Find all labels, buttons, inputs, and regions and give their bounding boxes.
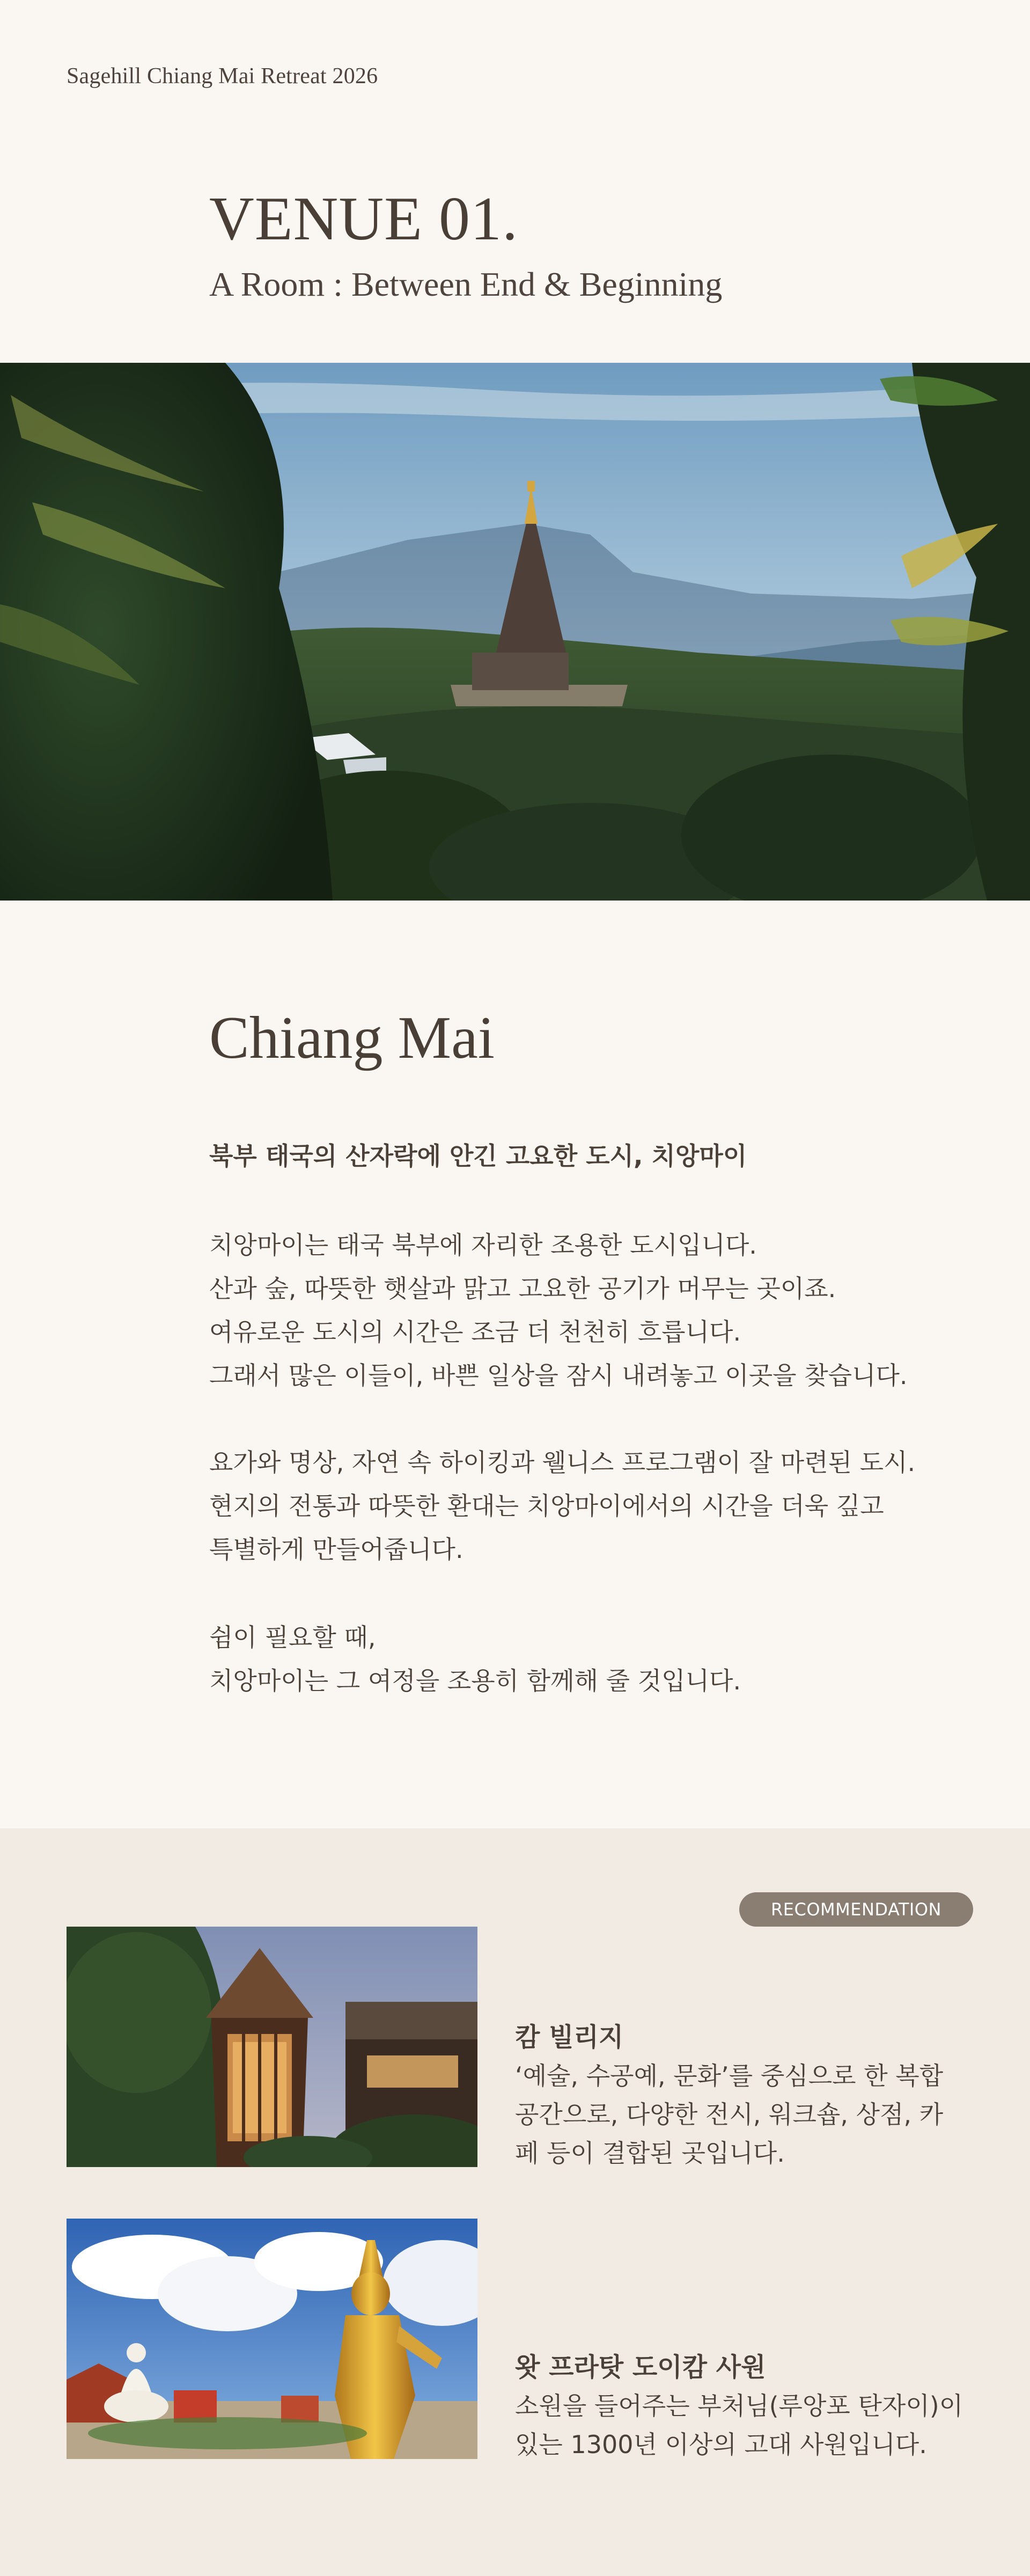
- venue-number: VENUE 01.: [209, 185, 519, 253]
- paragraph-line: 요가와 명상, 자연 속 하이킹과 웰니스 프로그램이 잘 마련된 도시.: [209, 1448, 916, 1477]
- venue-subtitle: A Room : Between End & Beginning: [209, 265, 723, 303]
- description-line: ‘예술, 수공예, 문화’를 중심으로 한 복합: [515, 2061, 944, 2090]
- recommendation-badge: RECOMMENDATION: [739, 1892, 973, 1927]
- recommendation-item-2: [515, 2348, 987, 2464]
- city-lead: 북부 태국의 산자락에 안긴 고요한 도시, 치앙마이: [209, 1141, 747, 1170]
- paragraph-line: 특별하게 만들어줍니다.: [209, 1535, 464, 1564]
- city-paragraph-2: [209, 1441, 971, 1571]
- description-line: 페 등이 결합된 곳입니다.: [515, 2139, 785, 2168]
- paragraph-line: 치앙마이는 태국 북부에 자리한 조용한 도시입니다.: [209, 1231, 757, 1260]
- paragraph-line: 여유로운 도시의 시간은 조금 더 천천히 흐릅니다.: [209, 1318, 741, 1346]
- paragraph-line: 그래서 많은 이들이, 바쁜 일상을 잠시 내려놓고 이곳을 찾습니다.: [209, 1361, 908, 1390]
- city-paragraph-1: [209, 1224, 971, 1397]
- brand-label: Sagehill Chiang Mai Retreat 2026: [67, 64, 378, 89]
- paragraph-line: 치앙마이는 그 여정을 조용히 함께해 줄 것입니다.: [209, 1666, 741, 1695]
- temple-golden-statue-photo: [67, 2219, 477, 2459]
- paragraph-line: 쉼이 필요할 때,: [209, 1623, 376, 1652]
- hero-photo: [0, 363, 1030, 901]
- recommendation-description: [515, 2057, 987, 2172]
- paragraph-line: 산과 숲, 따뜻한 햇살과 맑고 고요한 공기가 머무는 곳이죠.: [209, 1274, 836, 1303]
- paragraph-line: 현지의 전통과 따뜻한 환대는 치앙마이에서의 시간을 더욱 깊고: [209, 1491, 884, 1520]
- city-title: Chiang Mai: [209, 1005, 495, 1071]
- city-paragraph-3: [209, 1616, 971, 1703]
- recommendation-item-1: [515, 2018, 987, 2172]
- kalm-village-photo: [67, 1927, 477, 2167]
- recommendation-name: 캄 빌리지: [515, 2022, 624, 2052]
- description-line: 있는 1300년 이상의 고대 사원입니다.: [515, 2430, 927, 2459]
- description-line: 공간으로, 다양한 전시, 워크숍, 상점, 카: [515, 2100, 944, 2129]
- description-line: 소원을 들어주는 부처님(루앙포 탄자이)이: [515, 2391, 963, 2420]
- recommendation-name: 왓 프라탓 도이캄 사원: [515, 2352, 766, 2382]
- recommendation-description: [515, 2387, 987, 2464]
